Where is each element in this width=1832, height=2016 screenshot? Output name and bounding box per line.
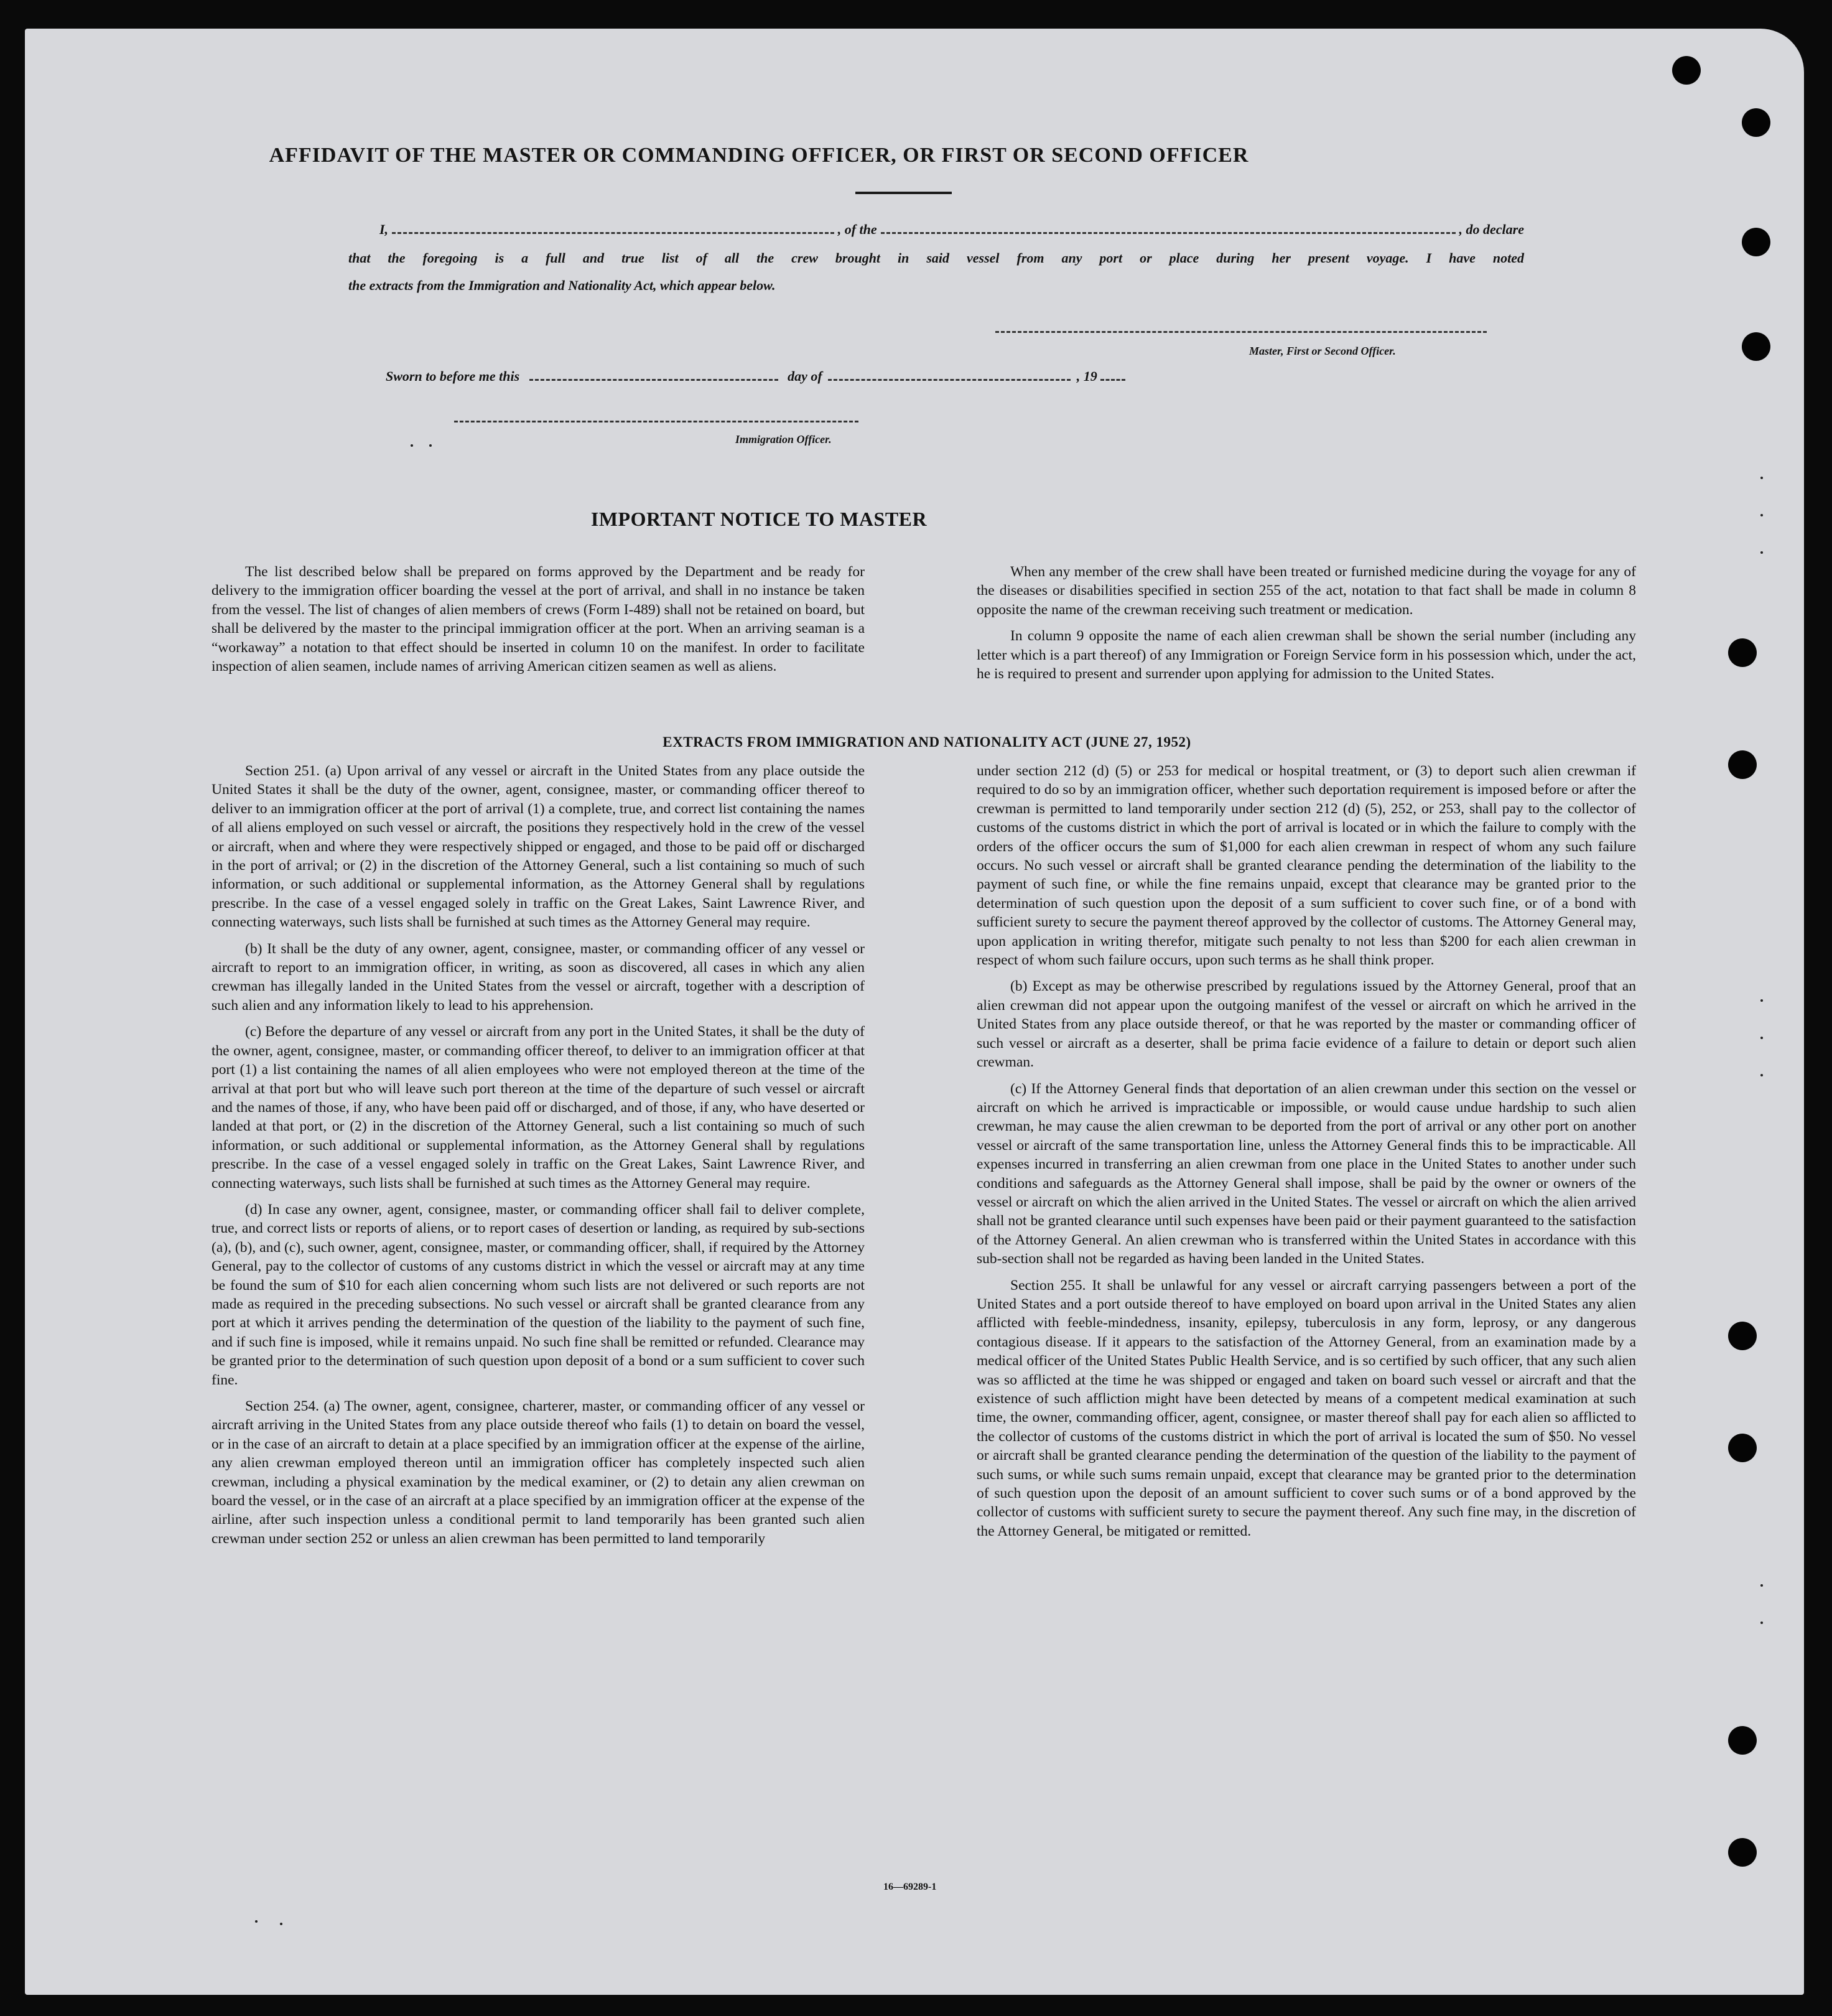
punch-hole	[1728, 1726, 1757, 1755]
punch-hole	[1742, 228, 1770, 256]
section-251-d: (d) In case any owner, agent, consignee, master, or commanding officer shall fail to deliver complete, true, and correct lists or reports of aliens, or to report cases of desertion or landing, as required by sub-sections (a), (b), and (c), such owner, agent, consignee, master, or commanding officer, shall, if required by the Attorney General, pay to the collector of customs of any customs district in which the vessel or aircraft may at any time be found the sum of $10 for each alien concerning whom such lists are not delivered or such reports are not made as required in the preceding subsections. No such vessel or aircraft shall be granted clearance from any port at which it arrives pending the determination of the question of the liability to the payment of such fine, and if such fine is imposed, while it remains unpaid. No such fine shall be remitted or refunded. Clearance may be granted prior to the determination of such question upon deposit of a bond or a sum sufficient to cover such fine.	[212, 1201, 865, 1388]
extracts-heading: EXTRACTS FROM IMMIGRATION AND NATIONALITY ACT (JUNE 27, 1952)	[663, 734, 1191, 750]
punch-hole	[1728, 638, 1757, 667]
section-254-b: (b) Except as may be otherwise prescribed by regulations issued by the Attorney General, proof that an alien crewman did not appear upon the outgoing manifest of the vessel or aircraft on which he arrived in the United States from any place outside thereof, or that he was reported by the master or commanding officer of such vessel or aircraft as a deserter, shall be prima facie evidence of a failure to detain or deport such alien crewman.	[977, 978, 1636, 1071]
sworn-line	[386, 368, 1125, 385]
speck	[1760, 999, 1763, 1002]
document-page	[25, 29, 1804, 1995]
punch-hole	[1728, 1838, 1757, 1867]
affidavit-do-declare: , do declare	[1459, 222, 1524, 237]
officer-signature-line[interactable]	[454, 421, 858, 422]
notice-left-paragraph: The list described below shall be prepared on forms approved by the Department and be ready for delivery to the immigration officer boarding the vessel at the port of arrival, and shall in no instance be taken from the vessel. The list of changes of alien members of crews (Form I-489) shall not be retained on board, but shall be delivered by the master to the principal immigration officer at the port. When an arriving seaman is a “workaway” a notation to that effect should be inserted in column 10 on the manifest. In order to facilitate inspection of alien seamen, include names of arriving American citizen seamen as well as aliens.	[212, 564, 865, 675]
punch-hole	[1728, 1434, 1757, 1462]
extracts-left-column	[212, 762, 865, 1556]
extracts-right-column	[977, 762, 1636, 1548]
notice-right-column	[977, 562, 1636, 691]
form-title: AFFIDAVIT OF THE MASTER OR COMMANDING OFFICER, OR FIRST OR SECOND OFFICER	[269, 144, 1249, 167]
name-blank[interactable]	[392, 222, 834, 234]
punch-hole	[1672, 56, 1701, 85]
affidavit-i-label: I,	[379, 222, 389, 237]
affidavit-line-1	[379, 222, 1524, 238]
speck	[1760, 551, 1763, 554]
section-255: Section 255. It shall be unlawful for any vessel or aircraft carrying passengers between a port of the United States and a port outside thereof to have employed on board upon arrival in the United States any alien afflicted with feeble-mindedness, insanity, epilepsy, tuberculosis in any form, leprosy, or any dangerous contagious disease. If it appears to the satisfaction of the Attorney General, from an examination made by a medical officer of the United States Public Health Service, and is so certified by such officer, that any such alien was so afflicted at the time he was shipped or engaged and taken on board such vessel or aircraft and that the existence of such affliction might have been detected by means of a competent medical examination at such time, the owner, commanding officer, agent, consignee, or master thereof shall pay for each alien so afflicted to the collector of customs of the customs district in which the port of arrival is located the sum of $50. No vessel or aircraft shall be granted clearance pending the determination of the question of the liability to the payment of such sums, or while such sums remain unpaid, except that clearance may be granted prior to the determination of such question upon the deposit of an amount sufficient to cover such sums or of a bond approved by the collector of customs with sufficient surety to secure the payment thereof. Any such fine may, in the discretion of the Attorney General, be mitigated or remitted.	[977, 1277, 1636, 1539]
speck	[411, 444, 413, 447]
section-251-a: Section 251. (a) Upon arrival of any vessel or aircraft in the United States from any place outside the United States it shall be the duty of the owner, agent, consignee, master, or commanding officer thereof to deliver to an immigration officer at the port of arrival (1) a complete, true, and correct list containing the names of all aliens employed on such vessel or aircraft, the positions they respectively hold in the crew of the vessel or aircraft, when and where they were respectively shipped or engaged, and those to be paid off or discharged in the port of arrival; or (2) in the discretion of the Attorney General, such a list containing so much of such information, or such additional or supplemental information, as the Attorney General shall by regulations prescribe. In the case of a vessel engaged solely in traffic on the Great Lakes, Saint Lawrence River, and connecting waterways, such lists shall be furnished at such times as the Attorney General may require.	[212, 763, 865, 931]
speck	[1760, 477, 1763, 479]
speck	[1760, 1622, 1763, 1624]
speck	[1760, 1074, 1763, 1076]
section-254-c: (c) If the Attorney General finds that deportation of an alien crewman under this section on the vessel or aircraft on which he arrived is impracticable or impossible, or would cause undue hardship to such alien crewman, he may cause the alien crewman to be deported from the port of arrival or any other port on another vessel or aircraft of the same transportation line, unless the Attorney General finds this to be impracticable. All expenses incurred in transferring an alien crewman from one place in the United States to another under such conditions and safeguards as the Attorney General shall impose, shall be paid by the owner or owners of the vessel or aircraft on which the alien arrived in the United States. The vessel or aircraft on which the alien arrived shall not be granted clearance until such expenses have been paid or their payment guaranteed to the satisfaction of the Attorney General. An alien crewman who is transferred within the United States in accordance with this sub-section shall not be regarded as having been landed in the United States.	[977, 1080, 1636, 1267]
sworn-label: Sworn to before me this	[386, 368, 520, 384]
punch-hole	[1728, 750, 1757, 779]
speck	[1760, 514, 1763, 516]
section-251-b: (b) It shall be the duty of any owner, agent, consignee, master, or commanding officer of any vessel or aircraft to report to an immigration officer, in writing, as soon as discovered, all cases in which any alien crewman has illegally landed in the United States from the vessel or aircraft, together with a description of such alien and any information likely to lead to his apprehension.	[212, 940, 865, 1014]
speck	[1760, 1037, 1763, 1039]
sworn-month-blank[interactable]	[828, 379, 1071, 381]
punch-hole	[1742, 108, 1770, 137]
year-prefix: , 19	[1076, 368, 1097, 384]
master-signature-line[interactable]	[995, 331, 1487, 333]
title-rule	[855, 192, 952, 194]
master-label: Master, First or Second Officer.	[1249, 345, 1396, 357]
affidavit-line-2: that the foregoing is a full and true list of all the crew brought in said vessel from any port or place during her present voyage. I have noted	[348, 250, 1524, 266]
section-251-c: (c) Before the departure of any vessel or aircraft from any port in the United States, it shall be the duty of the owner, agent, consignee, master, or commanding officer thereof, to deliver to an immigration officer at that port (1) a list containing the names of all alien employees who were not employed thereon at the time of the arrival at that port but who will leave such port thereon at the time of the departure of such vessel or aircraft and the names of those, if any, who have been paid off or discharged, and of those, if any, who have deserted or landed at that port, or (2) in the discretion of the Attorney General, such a list containing so much of such information, or such additional or supplemental information, as the Attorney General shall by regulations prescribe. In the case of a vessel engaged solely in traffic on the Great Lakes, Saint Lawrence River, and connecting waterways, such lists shall be furnished at such times as the Attorney General may require.	[212, 1024, 865, 1192]
notice-heading: IMPORTANT NOTICE TO MASTER	[590, 508, 928, 530]
notice-left-column	[212, 562, 865, 683]
section-254-a-continued: under section 212 (d) (5) or 253 for medical or hospital treatment, or (3) to deport such alien crewman if required to do so by an immigration officer, whether such deportation requirement is imposed before or after the crewman is permitted to land temporarily under section 212 (d) (5), 252, or 253, shall pay to the collector of customs of the customs district in which the port of arrival is located or in which the failure to comply with the orders of the officer occurs the sum of $1,000 for each alien crewman in respect of whom any such failure occurs. No such vessel or aircraft shall be granted clearance pending the determination of the liability to the payment of such fine, or while the fine remains unpaid, except that clearance may be granted prior to the determination of such question upon the deposit of a sum sufficient to cover such fine, or of a bond with sufficient surety to secure the payment thereof approved by the collector of customs. The Attorney General may, upon application in writing therefor, mitigate such penalty to not less than $200 for each alien crewman in respect of whom such failure occurs, upon such terms as he shall think proper.	[977, 763, 1636, 969]
notice-right-paragraph-2: In column 9 opposite the name of each alien crewman shall be shown the serial number (including any letter which is a part thereof) of any Immigration or Foreign Service form in his possession which, under the act, he is required to present and surrender upon applying for admission to the United States.	[977, 628, 1636, 683]
punch-hole	[1728, 1322, 1757, 1350]
officer-label: Immigration Officer.	[735, 433, 832, 446]
speck	[1760, 1584, 1763, 1587]
affidavit-of-the: , of the	[837, 222, 877, 237]
day-of-label: day of	[788, 368, 822, 384]
speck	[280, 1923, 282, 1925]
year-blank[interactable]	[1100, 379, 1125, 381]
section-254-a: Section 254. (a) The owner, agent, consignee, charterer, master, or commanding officer of any vessel or aircraft arriving in the United States from any place outside thereof who fails (1) to detain on board the vessel, or in the case of an aircraft to detain at a place specified by an immigration officer at the expense of the airline, any alien crewman employed thereon until an immigration officer has completely inspected such alien crewman, including a physical examination by the medical examiner, or (2) to detain any alien crewman on board the vessel, or in the case of an aircraft at a place specified by an immigration officer at the expense of the airline, after such inspection unless a conditional permit to land temporarily has been granted such alien crewman under section 252 or unless an alien crewman has been permitted to land temporarily	[212, 1398, 865, 1547]
speck	[255, 1920, 258, 1923]
notice-right-paragraph-1: When any member of the crew shall have been treated or furnished medicine during the voyage for any of the diseases or disabilities specified in section 255 of the act, notation to that fact shall be made in column 8 opposite the name of the crewman receiving such treatment or medication.	[977, 564, 1636, 618]
affidavit-line-3: the extracts from the Immigration and Nationality Act, which appear below.	[348, 278, 776, 293]
punch-hole	[1742, 332, 1770, 361]
form-number: 16—69289-1	[883, 1882, 937, 1892]
sworn-day-blank[interactable]	[529, 379, 778, 381]
speck	[429, 444, 432, 447]
vessel-blank[interactable]	[881, 222, 1456, 234]
